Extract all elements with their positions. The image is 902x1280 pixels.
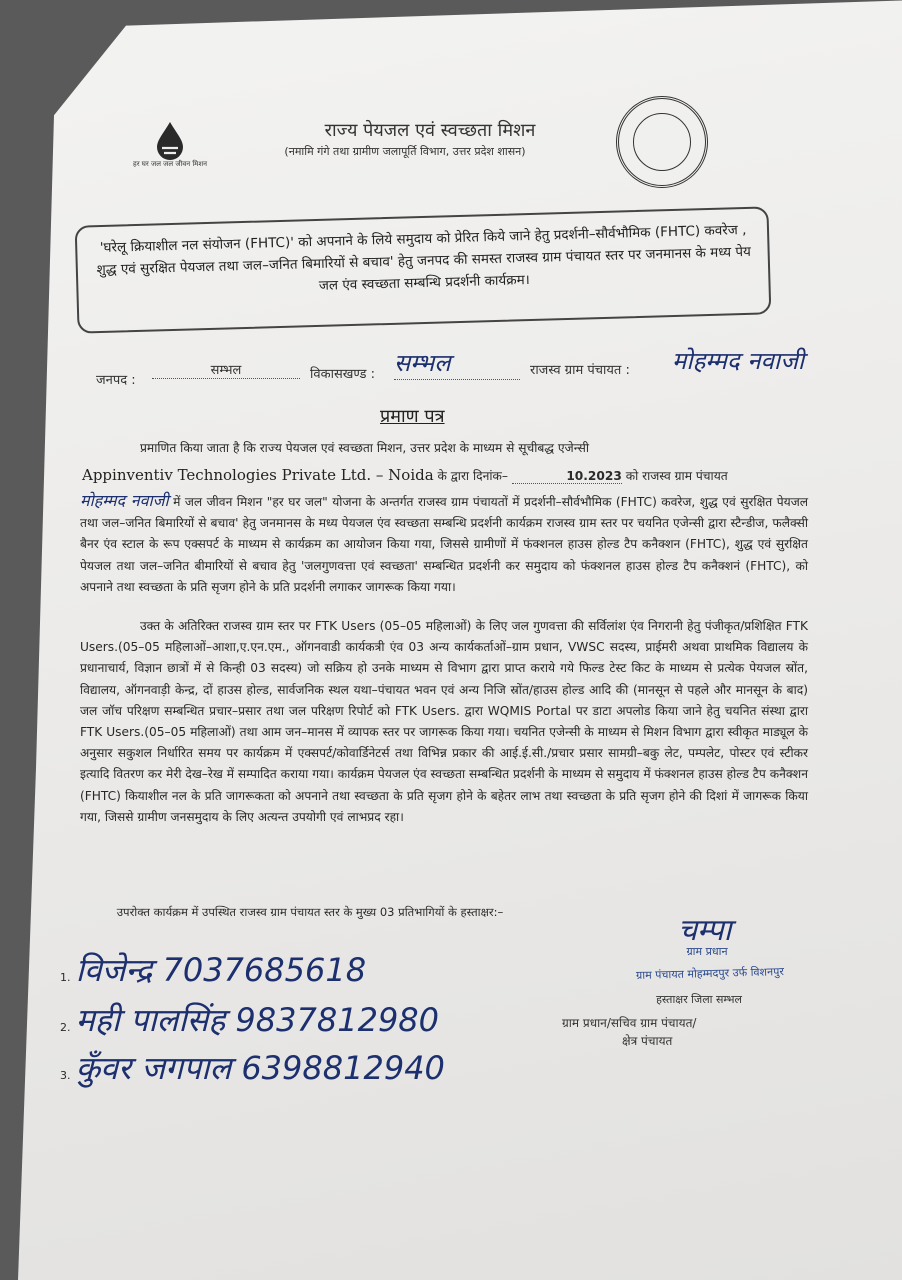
mission-title: राज्य पेयजल एवं स्वच्छता मिशन [324, 120, 536, 141]
gram-panchayat-value: मोहम्मद नवाजी [672, 347, 805, 375]
document-title: प्रमाण पत्र [380, 406, 445, 427]
janpad-text: सम्भल [210, 363, 242, 378]
footer-role-1: ग्राम प्रधान/सचिव ग्राम पंचायत/ [562, 1016, 697, 1030]
para1-body [80, 490, 808, 598]
signature-3-text: कुँवर जगपाल 6398812940 [75, 1049, 445, 1087]
stamp-line-3: हस्ताक्षर जिला सम्भल [656, 993, 742, 1006]
signatures-intro: उपरोक्त कार्यक्रम में उपस्थित राजस्व ग्राम पंचायत स्तर के मुख्य 03 प्रतिभागियों के हस्ताक्षर:– [116, 905, 504, 919]
village-handwritten: मोहम्मद नवाजी [80, 491, 169, 510]
para1-line1: प्रमाणित किया जाता है कि राज्य पेयजल एवं स्वच्छता मिशन, उत्तर प्रदेश के माध्यम से सूचीबद्ध एजेन्सी [140, 441, 590, 455]
agency-name: Appinventiv Technologies Private Ltd. – Noida [82, 466, 434, 484]
signature-1-num: 1. [60, 971, 71, 984]
janpad-label: जनपद : [96, 373, 136, 388]
footer-role-2: क्षेत्र पंचायत [622, 1034, 673, 1048]
logo-caption: हर घर जल जल जीवन मिशन [132, 160, 207, 168]
para1-rest: में जल जीवन मिशन "हर घर जल" योजना के अन्तर्गत राजस्व ग्राम पंचायतों में प्रदर्शनी–सौर्वभौमिक (FHTC) कवरेज, शुद्ध एवं सुरक्षित पेयजल तथा जल–जनित बिमारियों से बचाव' हेतु जनमानस के मध्य पेयजल एंव स्वच्छता सम्बन्धि प्रदर्शनी कार्यक्रम राजस्व ग्राम स्तर पर चयनित एजेन्सी द्वारा स्टैन्डीज, फलैक्सी बैनर एंव स्टाल के रूप एक्सपर्ट के माध्यम से कार्यक्रम का आयोजन किया गया, जिससे ग्रामीणों में फंक्शनल हाउस होल्ड टैप कनैक्शन (FHTC), शुद्ध एवं सुरक्षित पेयजल तथा जल–जनित बीमारियों से बचाव हेतु 'जलगुणवत्ता एवं स्वच्छता' सम्बन्धित प्रदर्शनी कर समुदाय को फंक्शनल हाउस होल्ड टैप कनैक्शनं (FHTC), को अपनाने तथा स्वच्छता के प्रति सृजग होने के प्रति प्रदर्शनी लगाकर जागरूक किया गया। [80, 495, 809, 594]
har-ghar-jal-logo [130, 120, 210, 169]
date-value: 10.2023 [512, 469, 622, 484]
signature-1-text: विजेन्द्र 7037685618 [75, 951, 367, 989]
mission-subtitle: (नमामि गंगे तथा ग्रामीण जलापूर्ति विभाग, उत्तर प्रदेश शासन) [284, 145, 526, 158]
janpad-value [152, 360, 300, 379]
date-suffix: को राजस्व ग्राम पंचायत [625, 469, 728, 483]
up-govt-seal-icon [616, 96, 708, 188]
signature-3 [60, 1046, 445, 1089]
signature-2 [60, 998, 439, 1041]
signature-2-text: मही पालसिंह 9837812980 [75, 1001, 440, 1039]
programme-title-box [75, 206, 772, 333]
signature-1 [60, 948, 366, 991]
water-drop-icon [153, 120, 187, 160]
programme-title-text: 'घरेलू क्रियाशील नल संयोजन (FHTC)' को अपनाने के लिये समुदाय को प्रेरित किये जाने हेतु प्रदर्शनी–सौर्वभौमिक (FHTC) कवरेज , शुद्ध एवं सुरक्षित पेयजल तथा जल–जनित बिमारियों से बचाव' हेतु जनपद की समस्त राजस्व ग्राम पंचायत स्तर पर जनमानस के मध्य पेय जल एंव स्वच्छता सम्बन्धि प्रदर्शनी कार्यक्रम। [96, 221, 752, 294]
signature-2-num: 2. [60, 1021, 71, 1034]
stamp-line-2: ग्राम पंचायत मोहम्मदपुर उर्फ विशनपुर [635, 965, 785, 982]
gram-panchayat-label: राजस्व ग्राम पंचायत : [530, 363, 630, 378]
para1-line2 [82, 466, 812, 484]
vikaskhand-label: विकासखण्ड : [310, 367, 376, 382]
para2: उक्त के अतिरिक्त राजस्व ग्राम स्तर पर FTK Users (05–05 महिलाओं) के लिए जल गुणवत्ता की सर्विलांश एंव निगरानी हेतु पंजीकृत/प्रशिक्षित FTK Users.(05–05 महिलाओं–आशा,ए.एन.एम., ऑगनवाडी कार्यकत्री एंव 03 अन्य कार्यकर्ताओं–ग्राम प्रधान, VWSC सदस्य, प्राईमरी अथवा प्राथमिक विद्यालय के प्रधानाचार्य, विज्ञान छात्रों में से किन्ही 03 सदस्य) जो सक्रिय हो उनके माध्यम से विभाग द्वारा प्राप्त कराये गये फिल्ड टेस्ट किट के माध्यम से प्रत्येक पेयजल स्रोंत, विद्यालय, ऑगनवाड़ी केन्द्र, दों हाउस होल्ड, सार्वजनिक स्थल यथा–पंचायत भवन एवं अन्य निजि स्रोंत/हाउस होल्ड आदि की (मानसून से पहले और मानसून के बाद) जल जॉच परिक्षण सम्बन्धित प्रचार–प्रसार तथा जल परिक्षण रिपोर्ट को FTK Users. द्वारा WQMIS Portal पर डाटा अपलोड किया जाने हेतु चयनित संस्था द्वारा FTK Users.(05–05 महिलाओं) तथा आम जन–मानस में व्यापक स्तर पर जागरूक किया गया। चयनित एजेन्सी के माध्यम से मिशन विभाग द्वारा स्वीकृत माड्यूल के अनुसार सकुशल निर्धारित समय पर कार्यक्रम में एक्सपर्ट/कोवार्डिनेटर्स तथा विभिन्न प्रकार की आई.ई.सी./प्रचार प्रसार सामग्री–बकु लेट, पम्पलेट, पोस्टर एवं स्टीकर इत्यादि वितरण कर मेरी देख–रेख में सम्पादित कराया गया। कार्यक्रम पेयजल एंव स्वच्छता सम्बन्धित प्रदर्शनी के माध्यम से समुदाय में फंक्शनल हाउस होल्ड टैप कनैक्शन (FHTC) कियाशील नल के प्रति जागरूकता को अपनाने तथा स्वच्छता के प्रति सृजग होने के बहेतर लाभ तथा स्वच्छता के प्रति सृजग होने की दिशां में जागरूक किया गया, जिससे ग्रामीण जनसमुदाय के लिए अत्यन्त उपयोगी एवं लाभप्रद रहा। [80, 619, 808, 824]
signature-3-num: 3. [60, 1069, 71, 1082]
date-prefix: के द्वारा दिनांक– [437, 469, 508, 483]
stamp-line-1: ग्राम प्रधान [686, 945, 728, 958]
vikaskhand-value: सम्भल [394, 346, 520, 380]
pradhan-signature: चम्पा [678, 913, 732, 948]
